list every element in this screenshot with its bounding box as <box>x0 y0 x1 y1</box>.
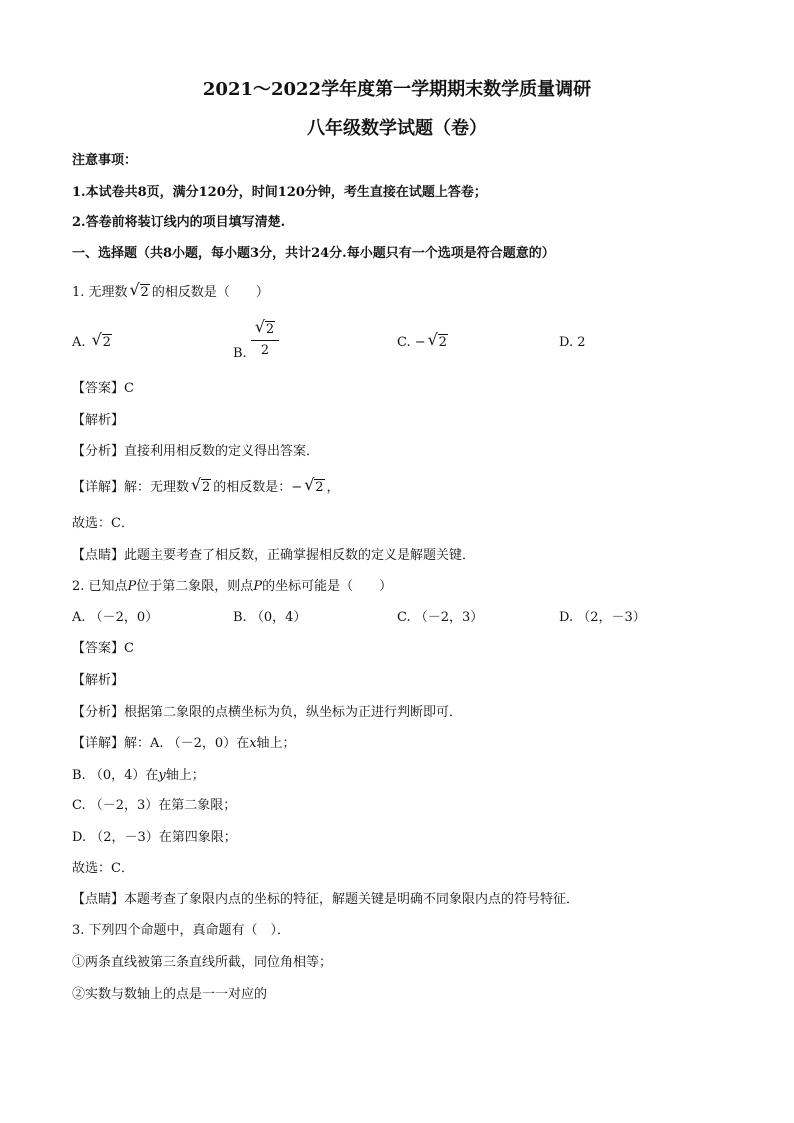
q1-answer: 【答案】C <box>72 381 134 396</box>
sqrt-expression: √ 2 <box>91 330 111 350</box>
q1-option-c: C. − √ 2 <box>397 330 447 350</box>
section-heading-choice: 一、选择题（共8小题，每小题3分，共计24分.每小题只有一个选项是符合题意的） <box>72 246 555 261</box>
q2-option-a: A. （－2，0） <box>72 610 159 625</box>
q2-option-b: B. （0，4） <box>233 610 307 625</box>
fraction-expression: √ 2 2 <box>251 321 279 360</box>
exam-title: 2021～2022学年度第一学期期末数学质量调研 <box>202 79 592 100</box>
q2-answer: 【答案】C <box>72 641 134 656</box>
sqrt-expression: √ 2 <box>304 475 324 495</box>
q2-detail-d: D. （2，－3）在第四象限； <box>72 830 237 845</box>
q1-analysis-heading: 【解析】 <box>72 413 125 428</box>
sqrt-expression: √ 2 <box>191 475 211 495</box>
q2-choose: 故选：C． <box>72 861 134 876</box>
q3-item-2: ②实数与数轴上的点是一一对应的 <box>72 987 268 1002</box>
notice-item-1: 1.本试卷共8页，满分120分，时间120分钟，考生直接在试题上答卷； <box>72 185 487 200</box>
q1-option-d: D. 2 <box>559 335 586 350</box>
notice-item-2: 2.答卷前将装订线内的项目填写清楚. <box>72 215 286 230</box>
sqrt-expression: √ 2 <box>129 280 149 300</box>
q1-choose: 故选：C． <box>72 516 134 531</box>
q2-analysis-heading: 【解析】 <box>72 673 125 688</box>
q3-stem: 3. 下列四个命题中，真命题有（ ）． <box>72 923 291 938</box>
q3-item-1: ①两条直线被第三条直线所截，同位角相等； <box>72 955 333 970</box>
q1-detail: 【详解】解：无理数 √ 2 的相反数是：− √ 2 ， <box>72 475 340 495</box>
q1-option-b: B. √ 2 2 <box>233 323 279 362</box>
q1-stem: 1. 无理数 √ 2 的相反数是（ ） <box>72 280 269 300</box>
q2-option-d: D. （2，－3） <box>559 610 646 625</box>
q2-stem: 2. 已知点P位于第二象限，则点P的坐标可能是（ ） <box>72 579 393 594</box>
q1-option-a: A. √ 2 <box>72 330 111 350</box>
sqrt-expression: √ 2 <box>254 317 275 337</box>
q1-analysis: 【分析】直接利用相反数的定义得出答案． <box>72 444 320 459</box>
q2-option-c: C. （－2，3） <box>397 610 484 625</box>
q1-comment: 【点睛】此题主要考查了相反数，正确掌握相反数的定义是解题关键． <box>72 548 476 563</box>
q2-analysis: 【分析】根据第二象限的点横坐标为负，纵坐标为正进行判断即可． <box>72 705 463 720</box>
sqrt-expression: √ 2 <box>427 330 447 350</box>
q2-detail-a: 【详解】解：A. （－2，0）在x轴上； <box>72 736 296 751</box>
q2-detail-b: B. （0，4）在y轴上； <box>72 768 205 783</box>
q2-detail-c: C. （－2，3）在第二象限； <box>72 798 237 813</box>
q2-comment: 【点睛】本题考查了象限内点的坐标的特征，解题关键是明确不同象限内点的符号特征． <box>72 892 580 907</box>
notice-heading: 注意事项： <box>72 153 138 168</box>
exam-subtitle: 八年级数学试题（卷） <box>307 118 487 139</box>
